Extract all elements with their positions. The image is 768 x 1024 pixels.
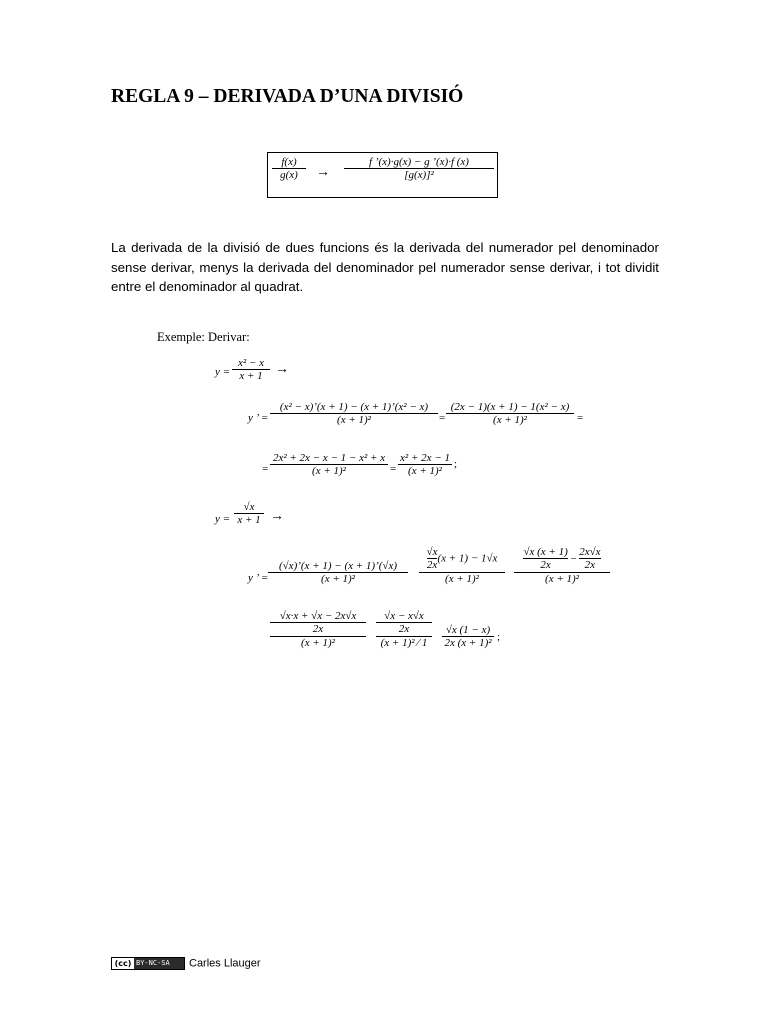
ex2-step3-denominator: (x + 1)² <box>514 572 610 585</box>
ex2-function-numerator: √x <box>243 501 255 513</box>
creative-commons-license-badge[interactable] <box>111 957 185 970</box>
ex2-step5-inner-denominator: 2x <box>376 622 432 635</box>
ex1-derivative-label: y ’ = <box>248 412 269 424</box>
explanation-paragraph: La derivada de la divisió de dues funcions és la derivada del numerador pel denominador sense derivar, menys la derivada del denominador pel numerador sense derivar, i tot dividit entre el denominador al quadrat. <box>111 240 659 295</box>
ex1-function-denominator: x + 1 <box>239 370 263 382</box>
ex1-function-numerator: x² − x <box>238 357 264 369</box>
ex1-step4-denominator: (x + 1)² <box>408 465 442 477</box>
ex2-step3-b-denominator: 2x <box>579 558 600 571</box>
ex2-step2-denominator: (x + 1)² <box>419 572 505 585</box>
rule-lhs-denominator: g(x) <box>280 169 298 181</box>
equals-sign: = <box>577 412 584 424</box>
ex2-step3-a-denominator: 2x <box>523 558 567 571</box>
author-name: Carles Llauger <box>189 957 261 970</box>
ex1-step3-numerator: 2x² + 2x − x − 1 − x² + x <box>272 452 386 464</box>
ex2-step4-inner-numerator: √x·x + √x − 2x√x <box>279 610 357 622</box>
equals-sign: = <box>390 463 397 475</box>
ex1-step1-numerator: (x² − x)’(x + 1) − (x + 1)’(x² − x) <box>279 401 429 413</box>
ex1-y-label: y = <box>215 366 231 378</box>
rule-arrow: → <box>316 165 330 180</box>
ex2-step3 <box>514 546 610 585</box>
ex2-step5 <box>376 610 432 649</box>
ex2-step2 <box>419 546 505 585</box>
ex2-step4 <box>270 610 366 649</box>
example-label: Exemple: Derivar: <box>157 330 250 344</box>
minus-sign: − <box>569 552 578 565</box>
ex1-arrow: → <box>275 362 289 377</box>
ex2-step2-inner-fraction <box>427 546 438 571</box>
ex1-function <box>232 357 270 382</box>
cc-logo-icon: (cc) <box>112 958 134 969</box>
ex2-step1-numerator: (√x)’(x + 1) − (x + 1)’(√x) <box>278 560 397 572</box>
ex2-step3-fraction-a <box>523 546 567 571</box>
ex2-step5-denominator: (x + 1)² ⁄ 1 <box>376 636 432 649</box>
ex2-step4-inner-denominator: 2x <box>270 622 366 635</box>
ex1-step2-denominator: (x + 1)² <box>493 414 527 426</box>
ex2-step6 <box>442 624 494 649</box>
ex2-step3-fraction-b <box>579 546 600 571</box>
page-title: REGLA 9 – DERIVADA D’UNA DIVISIÓ <box>111 86 464 107</box>
equals-sign: = <box>439 412 446 424</box>
ex2-step6-denominator: 2x (x + 1)² <box>444 637 492 649</box>
rule-rhs-denominator: [g(x)]² <box>404 169 434 181</box>
ex2-step2-inner-numerator: √x <box>426 546 438 558</box>
ex1-step1-denominator: (x + 1)² <box>337 414 371 426</box>
ex2-step5-inner-numerator: √x − x√x <box>384 610 424 622</box>
ex1-step2-numerator: (2x − 1)(x + 1) − 1(x² − x) <box>450 401 570 413</box>
ex2-y-label: y = <box>215 513 231 525</box>
license-text: BY-NC-SA <box>136 958 170 967</box>
ex1-step4-numerator: x² + 2x − 1 <box>400 452 450 464</box>
footer <box>111 954 261 972</box>
rule-lhs-numerator: f(x) <box>281 156 297 168</box>
ex1-step3 <box>270 452 388 477</box>
ex2-step6-numerator: √x (1 − x) <box>445 624 491 636</box>
ex1-step1 <box>270 401 438 426</box>
ex2-function <box>234 501 264 526</box>
rule-lhs-fraction <box>272 156 306 181</box>
ex2-step1 <box>268 560 408 585</box>
ex1-step4 <box>398 452 452 477</box>
ex2-step1-denominator: (x + 1)² <box>321 573 355 585</box>
ex2-arrow: → <box>270 509 284 524</box>
semicolon: ; <box>497 631 501 643</box>
rule-rhs-fraction <box>344 156 494 181</box>
rule-rhs-numerator: f ’(x)·g(x) − g ’(x)·f (x) <box>369 156 469 168</box>
ex2-step2-numerator-rest: (x + 1) − 1√x <box>437 552 498 565</box>
ex2-step3-b-numerator: 2x√x <box>579 546 601 558</box>
ex1-step3-denominator: (x + 1)² <box>312 465 346 477</box>
ex1-step2 <box>446 401 574 426</box>
ex2-function-denominator: x + 1 <box>237 514 261 526</box>
ex2-derivative-label: y ’ = <box>248 572 269 584</box>
ex2-step4-denominator: (x + 1)² <box>270 636 366 649</box>
ex2-step2-inner-denominator: 2x <box>426 559 438 571</box>
ex2-step3-a-numerator: √x (x + 1) <box>523 546 568 558</box>
semicolon: ; <box>454 458 458 470</box>
equals-sign: = <box>262 463 269 475</box>
